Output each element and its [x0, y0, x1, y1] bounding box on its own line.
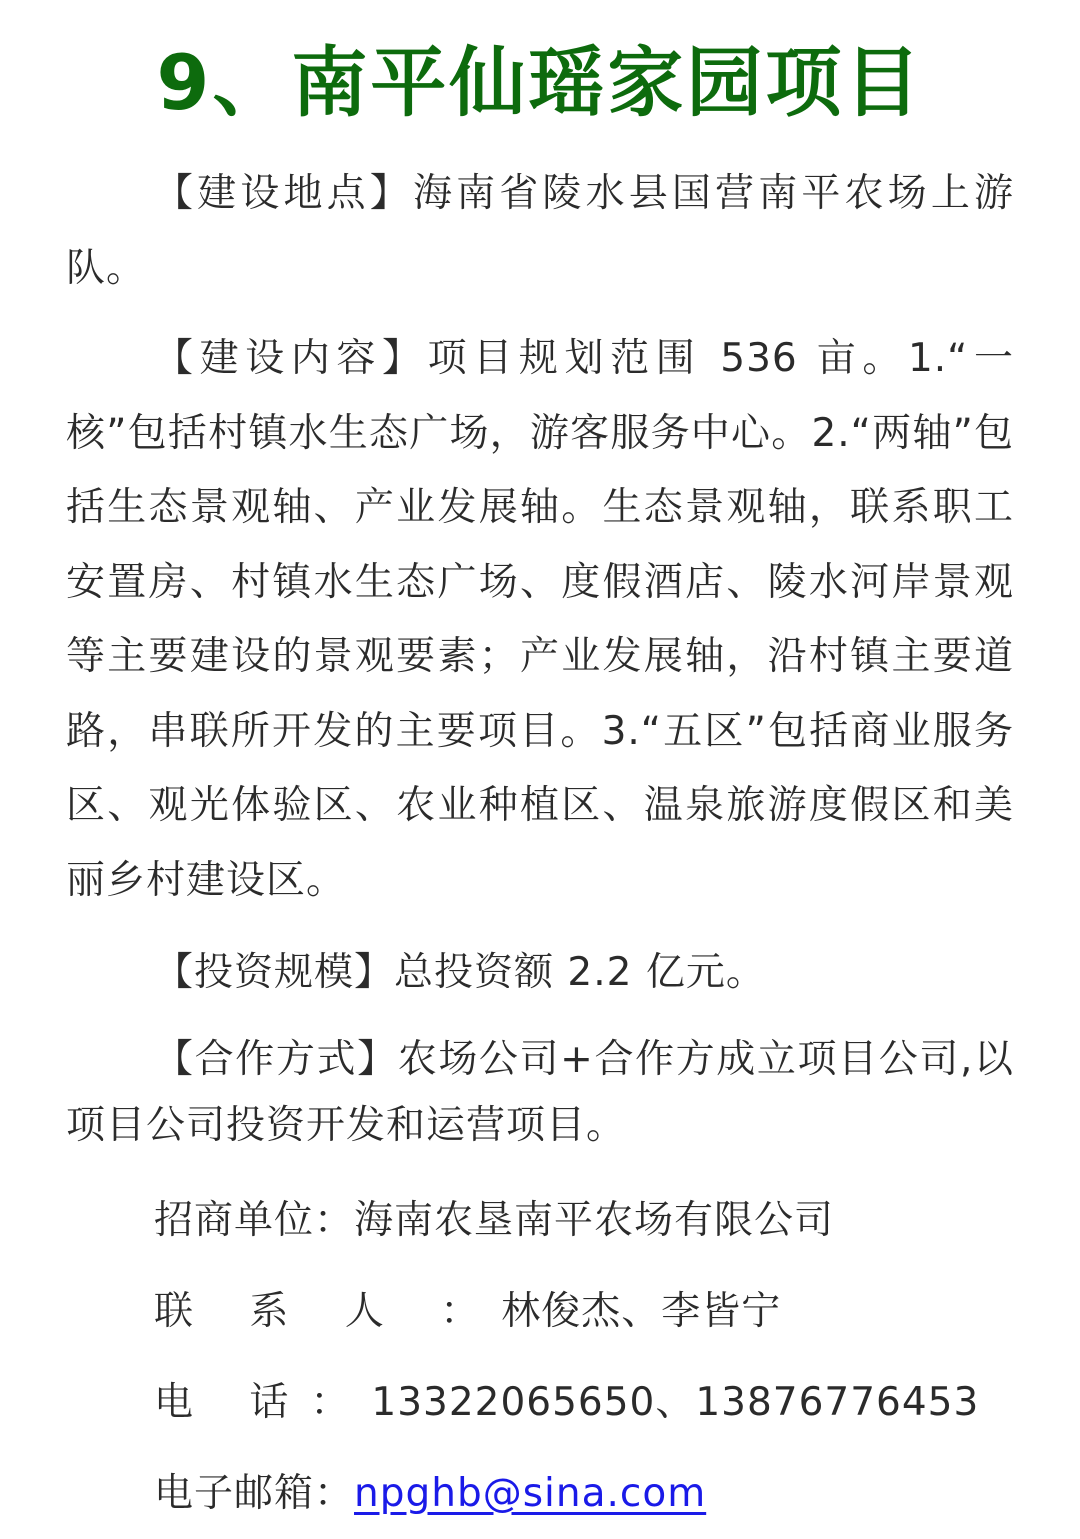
- contact-email-link[interactable]: npghb@sina.com: [354, 1470, 707, 1516]
- contact-phone-label: 电 话：: [154, 1379, 372, 1425]
- location-text: 海南省陵水县国营南平农场上游队。: [66, 171, 1014, 291]
- contact-email-label: 电子邮箱：: [154, 1470, 355, 1516]
- content-paragraph: [66, 322, 1014, 918]
- contact-person-row: [66, 1266, 1014, 1357]
- contact-unit-value: 海南农垦南平农场有限公司: [354, 1197, 835, 1243]
- contact-phone-value: 13322065650、13876776453: [371, 1379, 980, 1425]
- cooperation-label: 【合作方式】: [154, 1036, 398, 1082]
- content-text: 项目规划范围 536 亩。1.“一核”包括村镇水生态广场，游客服务中心。2.“两轴”包括生态景观轴、产业发展轴。生态景观轴，联系职工安置房、村镇水生态广场、度假酒店、陵水河岸景观等主要建设的景观要素；产业发展轴，沿村镇主要道路，串联所开发的主要项目。3.“五区”包括商业服务区、观光体验区、农业种植区、温泉旅游度假区和美丽乡村建设区。: [66, 336, 1014, 903]
- content-label: 【建设内容】: [154, 336, 428, 381]
- investment-text: 总投资额 2.2 亿元。: [394, 950, 766, 995]
- investment-label: 【投资规模】: [154, 950, 395, 995]
- contact-email-row: [66, 1448, 1014, 1539]
- contact-unit-row: [66, 1175, 1014, 1266]
- contact-phone-row: [66, 1357, 1014, 1448]
- investment-paragraph: [66, 936, 1014, 1011]
- contact-person-value: 林俊杰、李皆宁: [501, 1288, 782, 1334]
- cooperation-text: 农场公司+合作方成立项目公司,以项目公司投资开发和运营项目。: [66, 1036, 1014, 1148]
- location-paragraph: [66, 157, 1014, 306]
- contact-unit-label: 招商单位：: [154, 1197, 355, 1243]
- cooperation-paragraph: [66, 1027, 1014, 1159]
- contact-person-label: 联 系 人 ：: [154, 1288, 502, 1334]
- page-title: 9、南平仙瑶家园项目: [156, 38, 924, 127]
- location-label: 【建设地点】: [154, 171, 413, 216]
